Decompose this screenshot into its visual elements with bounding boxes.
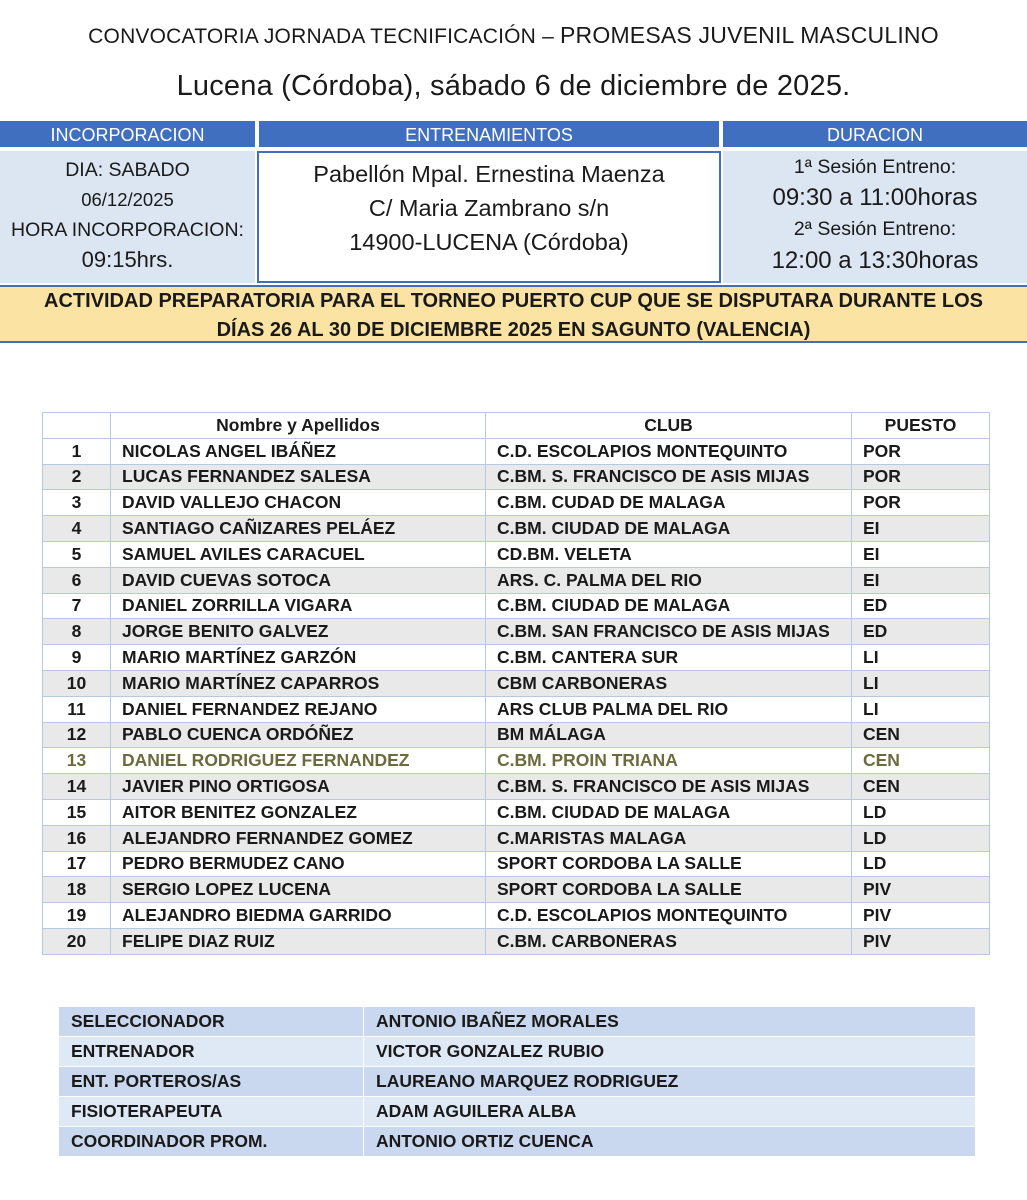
activity-banner xyxy=(0,285,1027,343)
player-number: 8 xyxy=(43,619,111,645)
staff-role: COORDINADOR PROM. xyxy=(59,1127,364,1157)
player-club: BM MÁLAGA xyxy=(486,722,852,748)
col-number-header xyxy=(43,413,111,439)
staff-role: FISIOTERAPEUTA xyxy=(59,1097,364,1127)
player-club: C.BM. CIUDAD DE MALAGA xyxy=(486,516,852,542)
player-club: C.BM. CANTERA SUR xyxy=(486,645,852,671)
player-number: 13 xyxy=(43,748,111,774)
table-row xyxy=(43,722,990,748)
table-row xyxy=(43,645,990,671)
player-name: ALEJANDRO BIEDMA GARRIDO xyxy=(111,903,486,929)
player-number: 5 xyxy=(43,541,111,567)
player-position: EI xyxy=(852,567,990,593)
players-header-row xyxy=(43,413,990,439)
player-number: 9 xyxy=(43,645,111,671)
session-time: 09:30 a 11:00horas xyxy=(772,184,978,211)
venue-line: C/ Maria Zambrano s/n xyxy=(368,195,610,221)
player-position: PIV xyxy=(852,928,990,954)
player-position: LD xyxy=(852,825,990,851)
venue-line: Pabellón Mpal. Ernestina Maenza xyxy=(313,161,665,187)
player-club: C.BM. CUDAD DE MALAGA xyxy=(486,490,852,516)
table-row xyxy=(43,851,990,877)
player-name: FELIPE DIAZ RUIZ xyxy=(111,928,486,954)
player-name: DAVID VALLEJO CHACON xyxy=(111,490,486,516)
player-position: ED xyxy=(852,619,990,645)
duracion-cell xyxy=(723,151,1027,283)
player-name: PEDRO BERMUDEZ CANO xyxy=(111,851,486,877)
players-body xyxy=(43,438,990,954)
player-club: C.BM. S. FRANCISCO DE ASIS MIJAS xyxy=(486,464,852,490)
player-club: C.D. ESCOLAPIOS MONTEQUINTO xyxy=(486,438,852,464)
table-row xyxy=(43,670,990,696)
player-number: 2 xyxy=(43,464,111,490)
incorporacion-line: DIA: SABADO xyxy=(65,159,190,181)
table-row xyxy=(43,567,990,593)
player-name: SERGIO LOPEZ LUCENA xyxy=(111,877,486,903)
player-position: LI xyxy=(852,670,990,696)
entrenamientos-cell xyxy=(257,151,721,283)
player-number: 20 xyxy=(43,928,111,954)
title-main: PROMESAS JUVENIL MASCULINO xyxy=(560,22,939,48)
staff-name: ADAM AGUILERA ALBA xyxy=(364,1097,976,1127)
staff-row xyxy=(59,1007,976,1037)
table-row xyxy=(43,696,990,722)
player-club: C.BM. CIUDAD DE MALAGA xyxy=(486,799,852,825)
player-name: JAVIER PINO ORTIGOSA xyxy=(111,774,486,800)
player-name: MARIO MARTÍNEZ CAPARROS xyxy=(111,670,486,696)
staff-role: ENT. PORTEROS/AS xyxy=(59,1067,364,1097)
player-number: 7 xyxy=(43,593,111,619)
player-name: ALEJANDRO FERNANDEZ GOMEZ xyxy=(111,825,486,851)
incorporacion-line: 06/12/2025 xyxy=(81,189,174,210)
player-name: PABLO CUENCA ORDÓÑEZ xyxy=(111,722,486,748)
table-row xyxy=(43,464,990,490)
staff-name: ANTONIO ORTIZ CUENCA xyxy=(364,1127,976,1157)
table-row xyxy=(43,619,990,645)
table-row xyxy=(43,516,990,542)
staff-row xyxy=(59,1067,976,1097)
table-row xyxy=(43,748,990,774)
player-position: CEN xyxy=(852,722,990,748)
player-position: LD xyxy=(852,851,990,877)
player-position: EI xyxy=(852,516,990,542)
player-club: C.BM. S. FRANCISCO DE ASIS MIJAS xyxy=(486,774,852,800)
table-row xyxy=(43,825,990,851)
player-club: ARS CLUB PALMA DEL RIO xyxy=(486,696,852,722)
player-club: CBM CARBONERAS xyxy=(486,670,852,696)
session-label: 1ª Sesión Entreno: xyxy=(793,156,957,178)
player-number: 17 xyxy=(43,851,111,877)
player-number: 11 xyxy=(43,696,111,722)
table-row xyxy=(43,490,990,516)
table-row xyxy=(43,877,990,903)
player-name: SANTIAGO CAÑIZARES PELÁEZ xyxy=(111,516,486,542)
incorporacion-line: HORA INCORPORACION: xyxy=(11,219,244,241)
table-row xyxy=(43,903,990,929)
player-position: CEN xyxy=(852,774,990,800)
player-club: C.BM. SAN FRANCISCO DE ASIS MIJAS xyxy=(486,619,852,645)
incorporacion-cell xyxy=(0,151,255,283)
table-row xyxy=(43,541,990,567)
player-name: LUCAS FERNANDEZ SALESA xyxy=(111,464,486,490)
incorporacion-header: INCORPORACION xyxy=(0,121,255,147)
incorporacion-line: 09:15hrs. xyxy=(81,247,174,272)
table-row xyxy=(43,774,990,800)
session-time: 12:00 a 13:30horas xyxy=(771,247,979,274)
player-club: C.BM. CARBONERAS xyxy=(486,928,852,954)
players-table xyxy=(42,412,990,955)
player-position: POR xyxy=(852,490,990,516)
staff-row xyxy=(59,1097,976,1127)
player-position: EI xyxy=(852,541,990,567)
staff-role: SELECCIONADOR xyxy=(59,1007,364,1037)
col-name-header: Nombre y Apellidos xyxy=(111,413,486,439)
staff-name: LAUREANO MARQUEZ RODRIGUEZ xyxy=(364,1067,976,1097)
player-number: 10 xyxy=(43,670,111,696)
col-club-header: CLUB xyxy=(486,413,852,439)
player-number: 18 xyxy=(43,877,111,903)
staff-row xyxy=(59,1037,976,1067)
player-club: C.D. ESCOLAPIOS MONTEQUINTO xyxy=(486,903,852,929)
player-number: 12 xyxy=(43,722,111,748)
table-row xyxy=(43,593,990,619)
player-club: SPORT CORDOBA LA SALLE xyxy=(486,877,852,903)
col-position-header: PUESTO xyxy=(852,413,990,439)
table-row xyxy=(43,928,990,954)
staff-body xyxy=(59,1007,976,1157)
player-position: PIV xyxy=(852,877,990,903)
player-position: CEN xyxy=(852,748,990,774)
player-name: MARIO MARTÍNEZ GARZÓN xyxy=(111,645,486,671)
staff-name: VICTOR GONZALEZ RUBIO xyxy=(364,1037,976,1067)
document-title xyxy=(0,22,1027,49)
player-number: 3 xyxy=(43,490,111,516)
player-name: SAMUEL AVILES CARACUEL xyxy=(111,541,486,567)
info-block xyxy=(0,121,1027,345)
player-position: ED xyxy=(852,593,990,619)
player-number: 16 xyxy=(43,825,111,851)
table-row xyxy=(43,438,990,464)
document-subtitle: Lucena (Córdoba), sábado 6 de diciembre de 2025. xyxy=(176,70,851,102)
player-name: AITOR BENITEZ GONZALEZ xyxy=(111,799,486,825)
player-position: POR xyxy=(852,438,990,464)
player-position: LI xyxy=(852,696,990,722)
player-position: LD xyxy=(852,799,990,825)
player-club: C.MARISTAS MALAGA xyxy=(486,825,852,851)
player-position: POR xyxy=(852,464,990,490)
player-club: SPORT CORDOBA LA SALLE xyxy=(486,851,852,877)
player-club: ARS. C. PALMA DEL RIO xyxy=(486,567,852,593)
player-name: DANIEL FERNANDEZ REJANO xyxy=(111,696,486,722)
duracion-header: DURACION xyxy=(723,121,1027,147)
title-prefix: CONVOCATORIA JORNADA TECNIFICACIÓN – xyxy=(88,25,554,48)
staff-role: ENTRENADOR xyxy=(59,1037,364,1067)
table-row xyxy=(43,799,990,825)
venue-line: 14900-LUCENA (Córdoba) xyxy=(349,229,629,255)
player-number: 15 xyxy=(43,799,111,825)
player-number: 19 xyxy=(43,903,111,929)
staff-name: ANTONIO IBAÑEZ MORALES xyxy=(364,1007,976,1037)
player-position: PIV xyxy=(852,903,990,929)
player-name: DANIEL ZORRILLA VIGARA xyxy=(111,593,486,619)
staff-row xyxy=(59,1127,976,1157)
player-name: JORGE BENITO GALVEZ xyxy=(111,619,486,645)
player-name: DAVID CUEVAS SOTOCA xyxy=(111,567,486,593)
banner-line: DÍAS 26 AL 30 DE DICIEMBRE 2025 EN SAGUNTO (VALENCIA) xyxy=(216,319,811,341)
banner-line: ACTIVIDAD PREPARATORIA PARA EL TORNEO PUERTO CUP QUE SE DISPUTARA DURANTE LOS xyxy=(44,290,983,312)
player-club: C.BM. PROIN TRIANA xyxy=(486,748,852,774)
player-name: NICOLAS ANGEL IBÁÑEZ xyxy=(111,438,486,464)
player-number: 1 xyxy=(43,438,111,464)
player-number: 14 xyxy=(43,774,111,800)
staff-table xyxy=(58,1006,976,1157)
player-number: 4 xyxy=(43,516,111,542)
player-club: C.BM. CIUDAD DE MALAGA xyxy=(486,593,852,619)
player-position: LI xyxy=(852,645,990,671)
player-name: DANIEL RODRIGUEZ FERNANDEZ xyxy=(111,748,486,774)
player-number: 6 xyxy=(43,567,111,593)
entrenamientos-header: ENTRENAMIENTOS xyxy=(259,121,719,147)
session-label: 2ª Sesión Entreno: xyxy=(793,218,957,240)
player-club: CD.BM. VELETA xyxy=(486,541,852,567)
